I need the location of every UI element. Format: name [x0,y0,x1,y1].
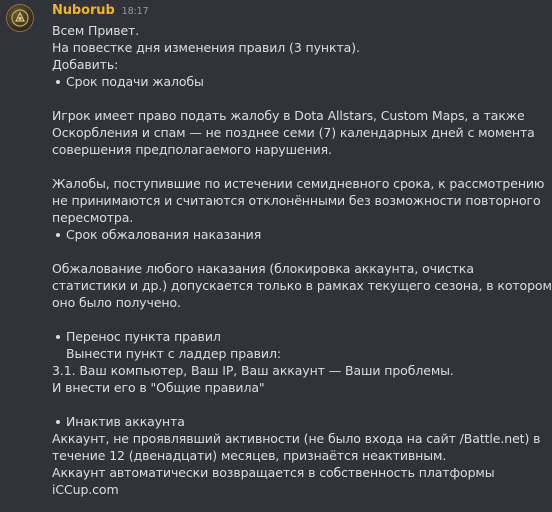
paragraph-line: не принимаются и считаются отклонёнными без возможности повторного [52,193,541,208]
bullet-text: Срок обжалования наказания [66,227,262,242]
bullet-dot-icon [52,226,66,243]
bullet-dot-icon [52,413,66,430]
paragraph-line: оно было получено. [52,295,181,310]
bullet-subtext: Вынести пункт с ладдер правил: [66,346,281,361]
move-text: И внести его в "Общие правила" [52,380,265,395]
paragraph-line: Игрок имеет право подать жалобу в Dota Allstars, Custom Maps, а также [52,108,525,123]
paragraph-line: пересмотра. [52,210,134,225]
bullet-item [52,73,463,90]
paragraph-line: статистики и др.) допускается только в рамках текущего сезона, в котором [52,278,552,293]
bullet-text: Перенос пункта правил [66,329,221,344]
greeting-text: Всем Привет. [52,23,140,38]
paragraph-line: Оскорбления и спам — не позднее семи (7) календарных дней с момента [52,125,535,140]
paragraph-line: Аккаунт автоматически возвращается в собственность платформы [52,465,495,480]
bullet-dot-icon [52,328,66,345]
message-content [52,0,552,498]
add-label: Добавить: [52,57,119,72]
avatar-emblem-icon [10,8,30,28]
bullet-dot-icon [52,73,66,90]
paragraph-line: Обжалование любого наказания (блокировка аккаунта, очистка [52,261,474,276]
agenda-text: На повестке дня изменения правил (3 пункта). [52,40,360,55]
bullet-text: Инактив аккаунта [66,414,185,429]
paragraph-line: совершения предполагаемого нарушения. [52,142,332,157]
bullet-item [52,413,463,430]
bullet-item [52,226,463,243]
paragraph-line: Жалобы, поступившие по истечении семидневного срока, к рассмотрению [52,176,545,191]
paragraph-line: iCCup.com [52,482,119,497]
message-header [52,2,463,22]
message-timestamp[interactable]: 18:17 [121,6,149,17]
avatar[interactable] [6,4,34,32]
bullet-text: Срок подачи жалобы [66,74,204,89]
rule-text: 3.1. Ваш компьютер, Ваш IP, Ваш аккаунт — Ваши проблемы. [52,363,454,378]
author-name[interactable]: Nuborub [52,3,115,18]
bullet-item [52,328,463,345]
paragraph-line: Аккаунт, не проявлявший активности (не было входа на сайт /Battle.net) в [52,431,541,446]
paragraph-line: течение 12 (двенадцати) месяцев, признаётся неактивным. [52,448,447,463]
